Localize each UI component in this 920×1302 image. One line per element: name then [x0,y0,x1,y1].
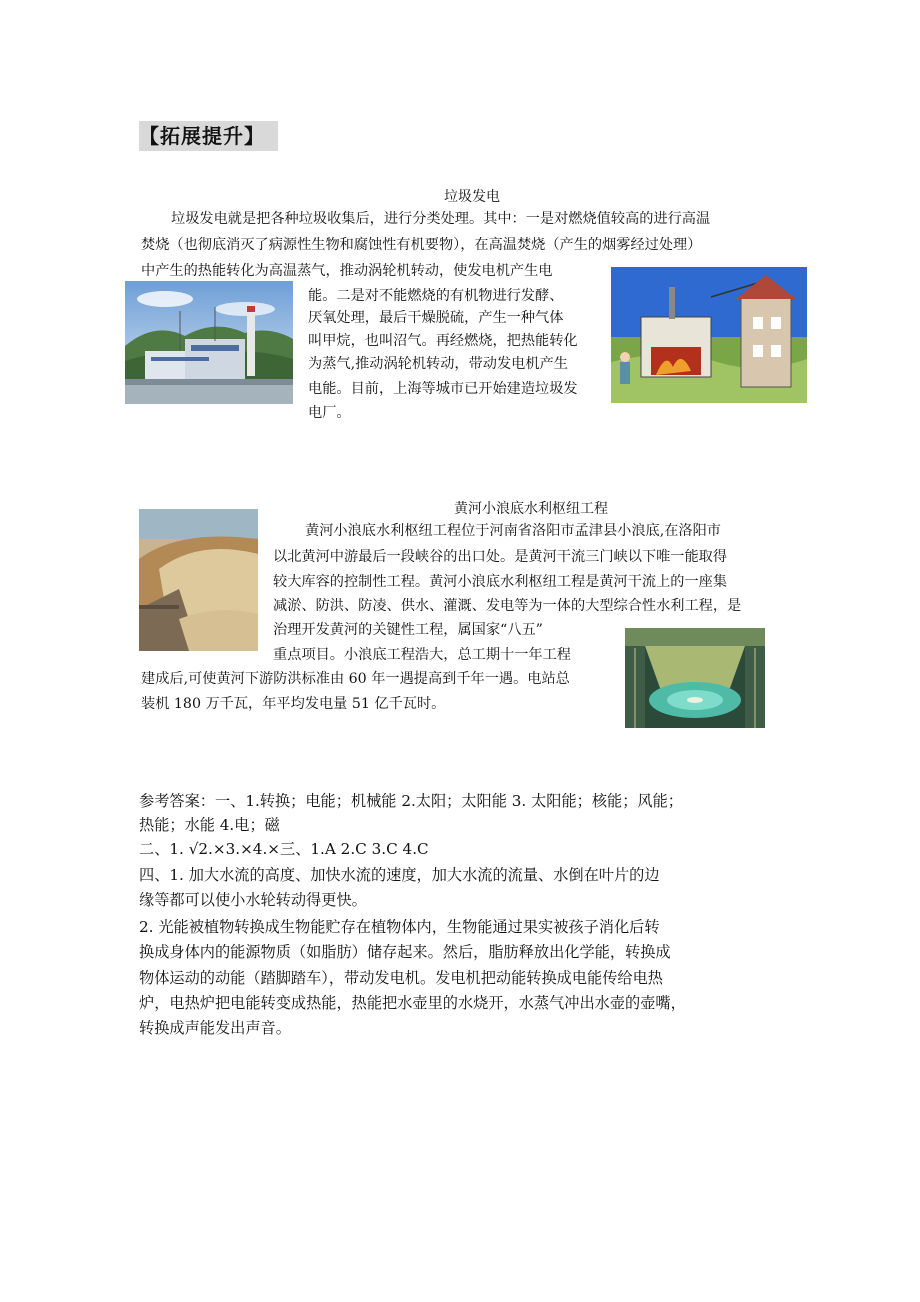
turbine-hall-photo [625,628,765,728]
paragraph-line: 电能。目前，上海等城市已开始建造垃圾发 [308,381,578,397]
dam-spillway-photo [139,509,258,651]
paragraph-line: 黄河小浪底水利枢纽工程位于河南省洛阳市孟津县小浪底,在洛阳市 [305,523,721,539]
paragraph-line: 建成后,可使黄河下游防洪标准由 60 年一遇提高到千年一遇。电站总 [141,671,570,687]
paragraph-line: 电厂。 [308,405,351,421]
answer-line: 2. 光能被植物转换成生物能贮存在植物体内，生物能通过果实被孩子消化后转 [139,918,660,936]
article-title-garbage-power: 垃圾发电 [444,189,500,205]
answer-line: 四、1. 加大水流的高度、加快水流的速度，加大水流的流量、水倒在叶片的边 [139,866,660,884]
paragraph-line: 叫甲烷，也叫沼气。再经燃烧，把热能转化 [308,333,578,349]
answer-line: 缘等都可以使小水轮转动得更快。 [139,891,367,909]
paragraph-line: 为蒸气,推动涡轮机转动，带动发电机产生 [308,356,568,372]
answer-line: 参考答案：一、1.转换；电能；机械能 2.太阳；太阳能 3. 太阳能；核能；风能； [139,792,683,810]
paragraph-line: 较大库容的控制性工程。黄河小浪底水利枢纽工程是黄河干流上的一座集 [273,574,728,590]
answer-line: 换成身体内的能源物质（如脂肪）储存起来。然后，脂肪释放出化学能，转换成 [139,943,671,961]
waste-burning-illustration [611,267,807,403]
paragraph-line: 焚烧（也彻底消灭了病源性生物和腐蚀性有机要物），在高温焚烧（产生的烟雾经过处理） [141,237,702,253]
paragraph-line: 厌氧处理，最后干燥脱硫，产生一种气体 [308,310,564,326]
power-plant-photo [125,281,293,404]
answer-line: 炉，电热炉把电能转变成热能，热能把水壶里的水烧开，水蒸气冲出水壶的壶嘴， [139,994,686,1012]
paragraph-line: 以北黄河中游最后一段峡谷的出口处。是黄河干流三门峡以下唯一能取得 [273,549,728,565]
paragraph-line: 中产生的热能转化为高温蒸气，推动涡轮机转动，使发电机产生电 [141,263,553,279]
paragraph-line: 治理开发黄河的关键性工程，属国家“八五” [273,622,543,638]
answer-line: 转换成声能发出声音。 [139,1019,291,1037]
answer-line: 热能；水能 4.电；磁 [139,816,280,834]
section-heading: 【拓展提升】 [139,121,278,151]
article-title-xiaolangdi: 黄河小浪底水利枢纽工程 [454,501,608,517]
paragraph-line: 装机 180 万千瓦，年平均发电量 51 亿千瓦时。 [141,696,446,712]
paragraph-line: 垃圾发电就是把各种垃圾收集后，进行分类处理。其中：一是对燃烧值较高的进行高温 [171,211,711,227]
answer-line: 物体运动的动能（踏脚踏车），带动发电机。发电机把动能转换成电能传给电热 [139,969,663,987]
paragraph-line: 能。二是对不能燃烧的有机物进行发酵、 [308,288,564,304]
answer-line: 二、1. √2.×3.×4.×三、1.A 2.C 3.C 4.C [139,840,429,858]
paragraph-line: 减淤、防洪、防凌、供水、灌溉、发电等为一体的大型综合性水利工程，是 [273,598,742,614]
paragraph-line: 重点项目。小浪底工程浩大，总工期十一年工程 [273,647,571,663]
